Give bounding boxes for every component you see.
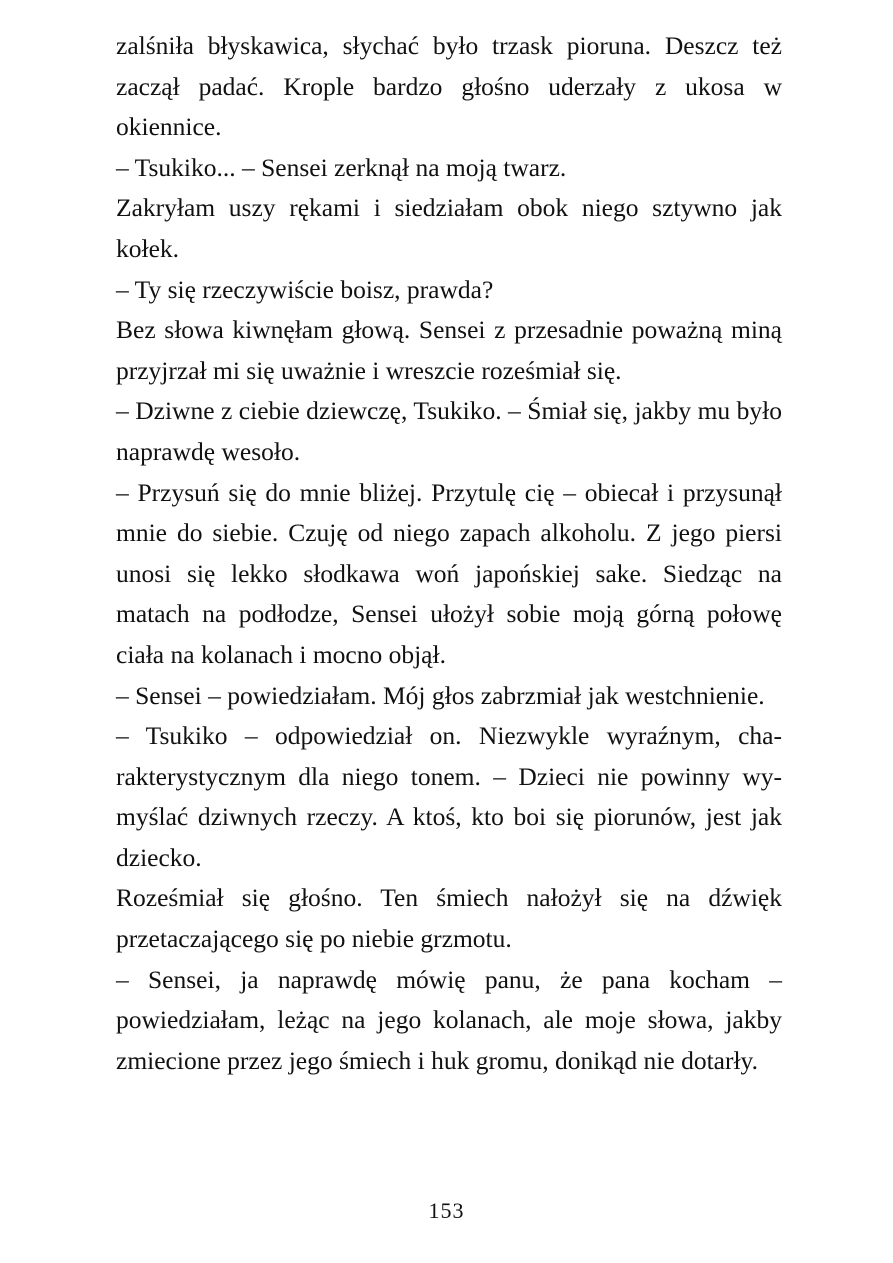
paragraph: – Przysuń się do mnie bliżej. Przytulę cię – obiecał i przysunął mnie do siebie. Czuję od niego zapach alkoholu. Z jego piersi unosi się lekko słodkawa woń japońskiej sake. Siedząc na matach na podłodze, Sensei ułożył sobie moją górną połowę ciała na kolanach i mocno objął. (116, 477, 782, 669)
paragraph: Zakryłam uszy rękami i siedziałam obok niego sztywno jak kołek. (116, 193, 782, 263)
page-number: 153 (428, 1198, 465, 1223)
paragraph: – Dziwne z ciebie dziewczę, Tsukiko. – Śmiał się, jakby mu było naprawdę wesoło. (116, 396, 782, 466)
paragraph: zalśniła błyskawica, słychać było trzask pioruna. Deszcz też zaczął padać. Krople bardzo głośno uderzały z ukosa w okiennice. (116, 31, 782, 142)
body-text (116, 26, 782, 1081)
paragraph: Roześmiał się głośno. Ten śmiech nałożył się na dźwięk przetaczającego się po niebie grzmotu. (116, 883, 782, 954)
paragraph: – Ty się rzeczywiście boisz, prawda? (116, 274, 494, 304)
paragraph: – Tsukiko... – Sensei zerknął na moją twarz. (116, 152, 567, 182)
paragraph: Bez słowa kiwnęłam głową. Sensei z przesadnie poważną miną przyjrzał mi się uważnie i wreszcie roześmiał się. (116, 315, 782, 385)
paragraph: – Tsukiko – odpowiedział on. Niezwykle wyraźnym, charakterystycznym dla niego tonem. – Dzieci nie powinny wymyślać dziwnych rzeczy. A ktoś, kto boi się piorunów, jest jak dziecko. (116, 721, 782, 872)
paragraph: – Sensei – powiedziałam. Mój głos zabrzmiał jak westchnienie. (116, 680, 765, 710)
paragraph: – Sensei, ja naprawdę mówię panu, że pana kocham – powiedziałam, leżąc na jego kolanach, ale moje słowa, jakby zmiecione przez jego śmiech i huk gromu, donikąd nie dotarły. (116, 964, 782, 1075)
